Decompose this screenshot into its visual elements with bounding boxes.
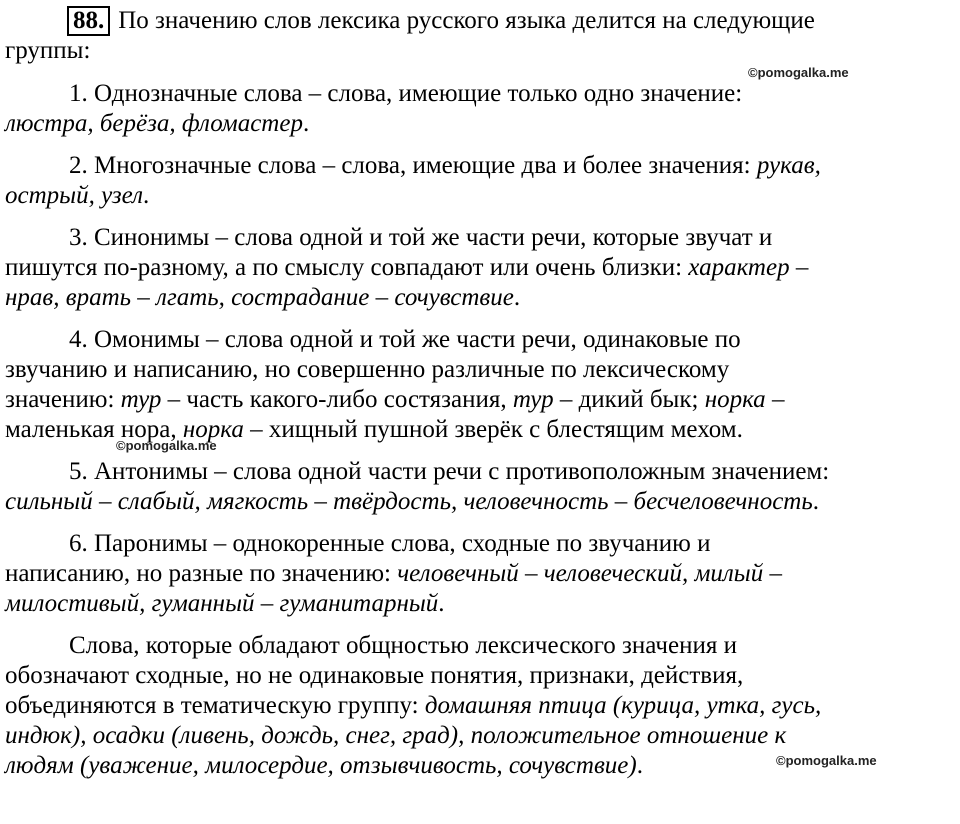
- item-2-period: .: [142, 182, 150, 209]
- item-5-period: .: [812, 488, 819, 515]
- item-4-text-4b: – хищный пушной зверёк с блестящим мехом.: [243, 416, 743, 443]
- item-3-example-1: характер –: [688, 254, 809, 281]
- exercise-intro: [5, 6, 885, 66]
- watermark-top: ©pomogalka.me: [748, 65, 849, 80]
- item-3-line-2: [5, 253, 885, 283]
- closing-line-4: [5, 721, 885, 751]
- item-2-line-1: [5, 151, 885, 181]
- watermark-bottom: ©pomogalka.me: [776, 753, 877, 768]
- closing-line-5: [5, 751, 885, 781]
- item-4-text-3a: значению:: [5, 386, 121, 413]
- item-6-line-3: [5, 589, 885, 619]
- watermark-middle: ©pomogalka.me: [116, 438, 217, 453]
- item-4-example-tour-1: тур: [120, 386, 162, 413]
- item-3-example-2: нрав, врать – лгать, сострадание – сочувствие: [5, 284, 514, 311]
- exercise-number: 88.: [67, 6, 110, 36]
- item-4-line-3: [5, 385, 885, 415]
- item-6-line-2: [5, 559, 885, 589]
- item-2-example-2: острый, узел: [5, 182, 143, 209]
- item-monosemantic: [5, 79, 885, 139]
- item-homonyms: [5, 325, 885, 445]
- item-1-examples-line: [5, 109, 885, 139]
- item-1-period: .: [302, 110, 310, 137]
- item-4-text-4a: маленькая нора,: [5, 416, 183, 443]
- item-synonyms: [5, 223, 885, 313]
- closing-example-2: индюк), осадки (ливень, дождь, снег, град), положительное отношение к: [5, 722, 787, 749]
- closing-period: .: [636, 752, 643, 779]
- item-paronyms: [5, 529, 885, 619]
- item-6-example-2: милостивый, гуманный – гуманитарный: [5, 590, 439, 617]
- exercise-text: [5, 6, 885, 781]
- item-1-examples: люстра, берёза, фломастер: [5, 110, 303, 137]
- item-4-line-2: звучанию и написанию, но совершенно различные по лексическому: [5, 356, 730, 383]
- item-4-text-3c: – дикий бык;: [553, 386, 705, 413]
- item-5-examples-line: [5, 487, 885, 517]
- item-3-text-2: пишутся по-разному, а по смыслу совпадают или очень близки:: [5, 254, 689, 281]
- closing-text-3: объединяются в тематическую группу:: [5, 692, 425, 719]
- item-6-line-1: 6. Паронимы – однокоренные слова, сходные по звучанию и: [69, 530, 711, 557]
- closing-line-1: Слова, которые обладают общностью лексического значения и: [69, 632, 737, 659]
- item-5-examples: сильный – слабый, мягкость – твёрдость, человечность – бесчеловечность: [5, 488, 813, 515]
- item-4-text-3b: – часть какого-либо состязания,: [161, 386, 513, 413]
- closing-line-3: [5, 691, 885, 721]
- item-2-example-1: рукав,: [756, 152, 821, 179]
- item-4-text-3d: –: [765, 386, 785, 413]
- closing-line-2: обозначают сходные, но не одинаковые понятия, признаки, действия,: [5, 662, 744, 689]
- item-3-line-1: 3. Синонимы – слова одной и той же части речи, которые звучат и: [69, 224, 773, 251]
- item-5-definition: 5. Антонимы – слова одной части речи с противоположным значением:: [69, 458, 830, 485]
- closing-example-1: домашняя птица (курица, утка, гусь,: [424, 692, 822, 719]
- closing-example-3: людям (уважение, милосердие, отзывчивость, сочувствие): [5, 752, 637, 779]
- item-1-definition: 1. Однозначные слова – слова, имеющие только одно значение:: [69, 80, 743, 107]
- item-antonyms: [5, 457, 885, 517]
- intro-line-1: [5, 6, 885, 36]
- closing-paragraph: [5, 631, 885, 781]
- item-6-example-1: человечный – человеческий, милый –: [397, 560, 782, 587]
- item-4-example-norka-2: норка: [182, 416, 244, 443]
- item-2-definition: 2. Многозначные слова – слова, имеющие два и более значения:: [69, 152, 757, 179]
- item-3-period: .: [513, 284, 521, 311]
- item-4-line-1: 4. Омонимы – слова одной и той же части речи, одинаковые по: [69, 326, 741, 353]
- item-6-period: .: [438, 590, 445, 617]
- item-4-example-tour-2: тур: [512, 386, 554, 413]
- item-3-line-3: [5, 283, 885, 313]
- item-6-text-2: написанию, но разные по значению:: [5, 560, 398, 587]
- item-2-line-2: [5, 181, 885, 211]
- intro-text-2: группы:: [5, 37, 91, 64]
- item-4-example-norka-1: норка: [704, 386, 766, 413]
- item-polysemantic: [5, 151, 885, 211]
- intro-text-1: По значению слов лексика русского языка делится на следующие: [118, 7, 815, 34]
